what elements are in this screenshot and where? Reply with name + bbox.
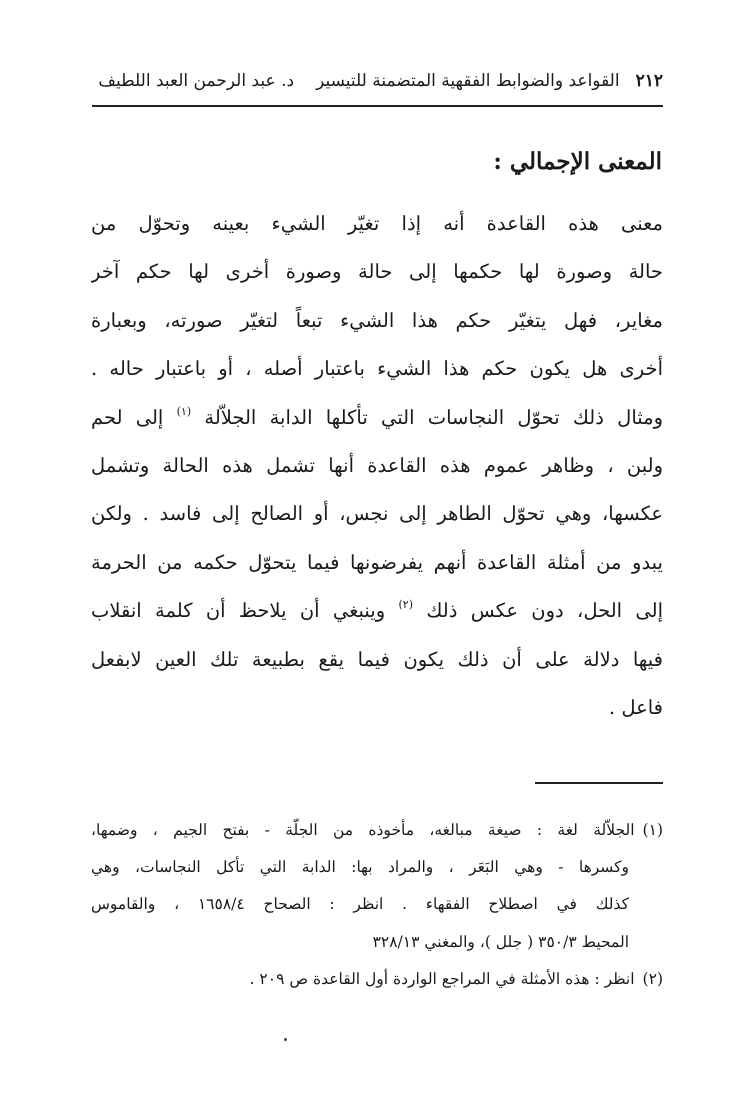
- footnote-ref-1[interactable]: (١): [176, 404, 192, 418]
- scan-speck: [284, 1038, 287, 1041]
- body-line: أخرى هل يكون حكم هذا الشيء باعتبار أصله ، أو باعتبار حاله .: [91, 357, 663, 381]
- footnote-1-line: كذلك في اصطلاح الفقهاء . انظر : الصحاح ١٦٥٨/٤ ، والقاموس: [91, 895, 629, 914]
- body-text: [91, 200, 663, 732]
- section-heading: المعنى الإجمالي :: [493, 148, 662, 175]
- body-line: مغاير، فهل يتغيّر حكم هذا الشيء تبعاً لتغيّر صورته، وبعبارة: [91, 308, 663, 332]
- footnote-2-number: (٢): [642, 969, 663, 988]
- body-line: ولبن ، وظاهر عموم هذه القاعدة أنها تشمل هذه الحالة وتشمل: [91, 453, 663, 477]
- footnote-1-number: (١): [642, 821, 663, 839]
- body-line: [91, 394, 663, 442]
- body-line: [91, 587, 663, 635]
- footnote-2-text: انظر : هذه الأمثلة في المراجع الواردة أول القاعدة ص ٢٠٩ .: [249, 969, 635, 988]
- body-line: حالة وصورة لها حكمها إلى حالة وصورة أخرى لها حكم آخر: [91, 260, 663, 284]
- body-line: معنى هذه القاعدة أنه إذا تغيّر الشيء بعينه وتحوّل من: [91, 212, 663, 235]
- footnote-1-line: [91, 812, 663, 849]
- page-number: ٢١٢: [635, 71, 663, 91]
- body-line: فاعل .: [608, 695, 663, 719]
- body-line: يبدو من أمثلة القاعدة أنهم يفرضونها فيما يتحوّل حكمه من الحرمة: [91, 550, 663, 574]
- running-header: [88, 64, 663, 98]
- footnote-1-text: الجلاّلة لغة : صيغة مبالغه، مأخوذه من الجلّة - بفتح الجيم ، وضمها،: [91, 821, 635, 839]
- footnote-1-line: وكسرها - وهي البَعَر ، والمراد بها: الدابة التي تأكل النجاسات، وهي: [91, 858, 629, 877]
- footnotes: [91, 812, 663, 998]
- body-line-part: ومثال ذلك تحوّل النجاسات التي تأكلها الدابة الجلاّلة: [204, 405, 663, 429]
- author-name: د. عبد الرحمن العبد اللطيف: [98, 71, 295, 91]
- book-title: القواعد والضوابط الفقهية المتضمنة للتيسير: [316, 71, 620, 91]
- body-line-part: إلى لحم: [91, 405, 164, 429]
- footnote-ref-2[interactable]: (٢): [398, 598, 413, 612]
- footnote-2-line: [91, 961, 663, 998]
- body-line: عكسها، وهي تحوّل الطاهر إلى نجس، أو الصالح إلى فاسد . ولكن: [91, 502, 663, 526]
- footnote-1-line: المحيط ٣٥٠/٣ ( جلل )، والمغني ٣٢٨/١٣: [372, 932, 629, 951]
- body-line: فيها دلالة على أن ذلك يكون فيما يقع بطبيعة تلك العين لابفعل: [91, 647, 663, 671]
- body-line-part: إلى الحل، دون عكس ذلك: [426, 599, 663, 623]
- header-divider: [92, 105, 663, 107]
- body-line-part: وينبغي أن يلاحظ أن كلمة انقلاب: [91, 599, 386, 623]
- footnote-divider: [535, 782, 663, 784]
